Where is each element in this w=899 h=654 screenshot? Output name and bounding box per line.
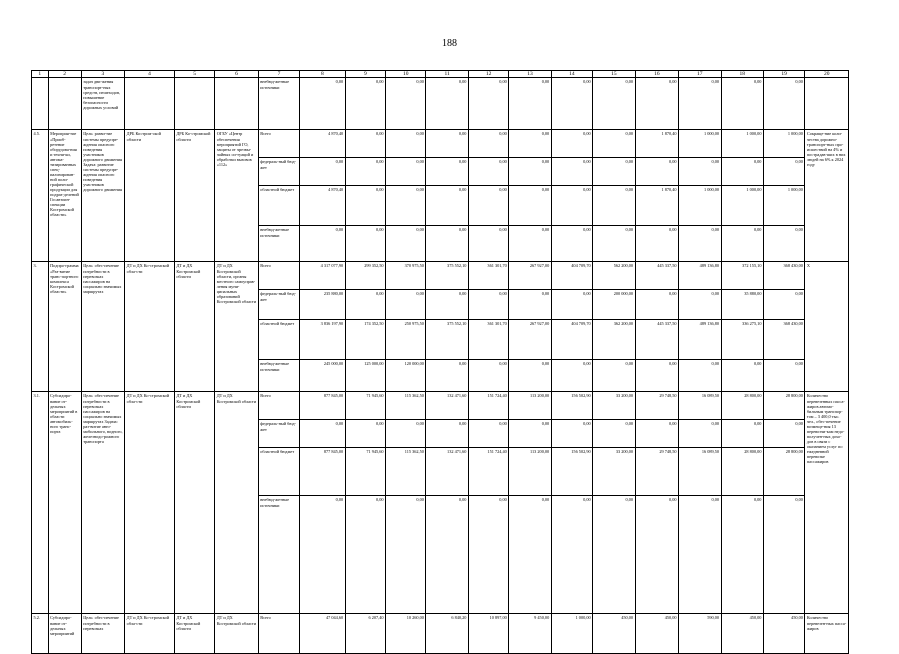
indicator-cell: Х <box>805 262 849 392</box>
amount-cell: 28 800,00 <box>763 392 804 420</box>
amount-cell: 361 301,70 <box>468 262 508 290</box>
table-row <box>32 78 849 130</box>
amount-cell: 6 207,40 <box>345 614 385 654</box>
amount-cell: 0,00 <box>386 420 426 448</box>
amount-cell: 0,00 <box>593 186 635 226</box>
item-name-cell: Мероприя-тие «Приоб-ретение оборудова-ния и техни-ки, автома-тизированных спец-иализирован-ной поли-графической продукции для подраз-делений Госавтоин-спекции Костромской области» <box>48 130 81 262</box>
item-number-cell: 3. <box>32 262 49 392</box>
item-number-cell: 5.2. <box>32 614 49 654</box>
amount-cell: 0,00 <box>386 186 426 226</box>
amount-cell: 156 502,90 <box>551 448 592 496</box>
participant-cell <box>215 78 258 130</box>
amount-cell: 445 337,50 <box>635 320 678 360</box>
amount-cell: 0,00 <box>679 290 721 320</box>
funding-source-cell: внебюд-жетные источники <box>258 78 299 130</box>
funding-source-cell: областной бюджет <box>258 186 299 226</box>
amount-cell: 28 800,00 <box>721 392 763 420</box>
column-number-cell: 17 <box>679 71 721 78</box>
amount-cell: 4 870,40 <box>300 130 346 158</box>
amount-cell: 71 945,60 <box>345 448 385 496</box>
amount-cell: 113 200,00 <box>509 392 551 420</box>
amount-cell: 450,00 <box>635 614 678 654</box>
column-number-cell: 8 <box>300 71 346 78</box>
amount-cell: 120 000,00 <box>386 360 426 392</box>
amount-cell: 0,00 <box>551 78 592 130</box>
coexecutor-cell: ДТ и ДХ Костромской области <box>174 392 214 614</box>
column-number-cell: 13 <box>509 71 551 78</box>
amount-cell: 0,00 <box>635 78 678 130</box>
funding-source-cell: областной бюджет <box>258 320 299 360</box>
amount-cell: 375 552,10 <box>426 262 468 290</box>
amount-cell: 0,00 <box>468 226 508 262</box>
column-number-cell: 3 <box>81 71 124 78</box>
amount-cell: 47 044,60 <box>300 614 346 654</box>
indicator-cell: Сокраще-ние коли-чества дорожно-транспорт-ных про-исшествий на 4% и пострадав-ших в них людей на 6% к 2024 году <box>805 130 849 262</box>
funding-source-cell: внебюд-жетные источники <box>258 496 299 614</box>
amount-cell: 0,00 <box>551 158 592 186</box>
column-number-cell: 15 <box>593 71 635 78</box>
goal-task-cell: Цель: обес-печение потребности в перевозках пассажиров на социально значимых маршрутах <box>81 262 124 392</box>
amount-cell: 0,00 <box>509 226 551 262</box>
amount-cell: 0,00 <box>426 290 468 320</box>
amount-cell: 450,00 <box>721 614 763 654</box>
amount-cell: 0,00 <box>679 496 721 614</box>
coexecutor-cell: ДРБ Ко-стромской области <box>174 130 214 262</box>
amount-cell: 1 000,00 <box>679 186 721 226</box>
amount-cell: 450,00 <box>763 614 804 654</box>
amount-cell: 115 362,50 <box>386 392 426 420</box>
amount-cell: 0,00 <box>300 496 346 614</box>
goal-task-cell: Цель: обес-печение потребности в перевозках <box>81 614 124 654</box>
column-number-cell: 5 <box>174 71 214 78</box>
amount-cell: 0,00 <box>300 420 346 448</box>
amount-cell: 16 089,50 <box>679 392 721 420</box>
column-number-cell: 4 <box>125 71 175 78</box>
amount-cell: 0,00 <box>426 420 468 448</box>
amount-cell: 0,00 <box>509 420 551 448</box>
amount-cell: 1 000,00 <box>551 614 592 654</box>
amount-cell: 590,00 <box>679 614 721 654</box>
amount-cell: 250 975,50 <box>386 320 426 360</box>
amount-cell: 235 880,00 <box>300 290 346 320</box>
amount-cell: 0,00 <box>468 360 508 392</box>
amount-cell: 0,00 <box>345 78 385 130</box>
participant-cell: ОГБУ «Центр обеспечения мероприятий ГО, защиты от чрезвы-чайных си-туаций и обработки вызовов «112» <box>215 130 258 262</box>
amount-cell: 0,00 <box>721 360 763 392</box>
amount-cell: 562 200,00 <box>593 262 635 290</box>
amount-cell: 4 317 077,90 <box>300 262 346 290</box>
amount-cell: 0,00 <box>551 290 592 320</box>
amount-cell: 0,00 <box>426 496 468 614</box>
amount-cell: 0,00 <box>593 226 635 262</box>
amount-cell: 0,00 <box>679 158 721 186</box>
amount-cell: 0,00 <box>468 290 508 320</box>
item-name-cell: Подпро-грамма «Раз-витие транс-портного комплекса Костромской области» <box>48 262 81 392</box>
item-number-cell: 4.5. <box>32 130 49 262</box>
amount-cell: 361 301,70 <box>468 320 508 360</box>
amount-cell: 0,00 <box>551 496 592 614</box>
goal-task-cell: Цель: обес-печение потребности в перевозках пассажиров на социально значимых маршрутах Задача: раз-витие авто-мобильного, водного, железнодо-рожного транспорта <box>81 392 124 614</box>
amount-cell: 0,00 <box>593 158 635 186</box>
amount-cell: 0,00 <box>509 186 551 226</box>
amount-cell: 0,00 <box>386 290 426 320</box>
amount-cell: 0,00 <box>468 496 508 614</box>
amount-cell: 200 000,00 <box>593 290 635 320</box>
amount-cell: 0,00 <box>593 130 635 158</box>
participant-cell: ДТ и ДХ Костромской области <box>215 392 258 614</box>
amount-cell: 368 430,00 <box>763 320 804 360</box>
amount-cell: 404 709,70 <box>551 320 592 360</box>
amount-cell: 132 471,60 <box>426 448 468 496</box>
amount-cell: 877 845,00 <box>300 392 346 420</box>
column-number-cell: 9 <box>345 71 385 78</box>
amount-cell: 0,00 <box>426 130 468 158</box>
amount-cell: 3 836 197,90 <box>300 320 346 360</box>
amount-cell: 0,00 <box>679 420 721 448</box>
amount-cell: 33 200,00 <box>593 448 635 496</box>
funding-source-cell: Всего <box>258 130 299 158</box>
amount-cell: 9 450,00 <box>509 614 551 654</box>
column-number-cell: 19 <box>763 71 804 78</box>
amount-cell: 0,00 <box>763 78 804 130</box>
amount-cell: 0,00 <box>721 420 763 448</box>
amount-cell: 0,00 <box>345 226 385 262</box>
item-name-cell: Субсидиро-вание от-дельных мероприятий в области автомобиль-ного транс-порта <box>48 392 81 614</box>
column-number-cell: 1 <box>32 71 49 78</box>
amount-cell: 0,00 <box>426 360 468 392</box>
amount-cell: 0,00 <box>426 78 468 130</box>
amount-cell: 16 089,50 <box>679 448 721 496</box>
amount-cell: 0,00 <box>763 420 804 448</box>
amount-cell: 0,00 <box>345 130 385 158</box>
amount-cell: 0,00 <box>551 360 592 392</box>
goal-task-cell: задач дви-жения транспорт-ных средств, пешеходов, повышение безопасности дорожных условий <box>81 78 124 130</box>
table-row <box>32 392 849 420</box>
coexecutor-cell: ДТ и ДХ Костромской области <box>174 614 214 654</box>
amount-cell: 10 260,00 <box>386 614 426 654</box>
amount-cell: 267 927,00 <box>509 262 551 290</box>
amount-cell: 1 870,40 <box>635 186 678 226</box>
amount-cell: 0,00 <box>509 78 551 130</box>
amount-cell: 0,00 <box>468 420 508 448</box>
amount-cell: 0,00 <box>551 226 592 262</box>
amount-cell: 0,00 <box>345 420 385 448</box>
amount-cell: 132 471,60 <box>426 392 468 420</box>
amount-cell: 0,00 <box>593 360 635 392</box>
indicator-cell <box>805 78 849 130</box>
amount-cell: 1 000,00 <box>763 186 804 226</box>
amount-cell: 299 352,50 <box>345 262 385 290</box>
amount-cell: 0,00 <box>635 226 678 262</box>
amount-cell: 6 840,20 <box>426 614 468 654</box>
responsible-executor-cell: ДТ и ДХ Ко-стромской обла-сти <box>125 262 175 392</box>
amount-cell: 0,00 <box>386 226 426 262</box>
amount-cell: 1 000,00 <box>679 130 721 158</box>
amount-cell: 1 870,40 <box>635 130 678 158</box>
participant-cell: ДТ и ДХ Костромской области <box>215 614 258 654</box>
indicator-cell: Количество перевезенных пасса-жиров автомо-бильным транспор-том – 3 400,0 тыс. чел., обес-печение возмеще-ния 13 перевозчи-кам недо-получен-ных дохо-дов в связи с оказанием услуг по ежедневной перевозке пассажиров <box>805 392 849 614</box>
amount-cell: 445 337,50 <box>635 262 678 290</box>
amount-cell: 0,00 <box>386 496 426 614</box>
amount-cell: 489 136,80 <box>679 262 721 290</box>
table-row <box>32 262 849 290</box>
amount-cell: 0,00 <box>551 186 592 226</box>
amount-cell: 33 200,00 <box>593 392 635 420</box>
program-funding-table <box>31 70 849 654</box>
funding-source-cell: внебюд-жетные источники <box>258 360 299 392</box>
amount-cell: 0,00 <box>509 158 551 186</box>
column-number-cell: 10 <box>386 71 426 78</box>
amount-cell: 0,00 <box>468 186 508 226</box>
item-name-cell: Субсидиро-вание от-дельных мероприятий <box>48 614 81 654</box>
amount-cell: 0,00 <box>300 158 346 186</box>
amount-cell: 29 748,50 <box>635 448 678 496</box>
amount-cell: 1 000,00 <box>763 130 804 158</box>
amount-cell: 28 800,00 <box>763 448 804 496</box>
amount-cell: 0,00 <box>721 158 763 186</box>
amount-cell: 0,00 <box>426 186 468 226</box>
funding-source-cell: Всего <box>258 614 299 654</box>
funding-source-cell: Всего <box>258 392 299 420</box>
amount-cell: 0,00 <box>593 496 635 614</box>
column-number-cell: 16 <box>635 71 678 78</box>
amount-cell: 1 000,00 <box>721 130 763 158</box>
amount-cell: 0,00 <box>468 130 508 158</box>
amount-cell: 370 975,50 <box>386 262 426 290</box>
column-number-row <box>32 71 849 78</box>
amount-cell: 174 352,50 <box>345 320 385 360</box>
amount-cell: 0,00 <box>551 130 592 158</box>
item-number-cell: 3.1. <box>32 392 49 614</box>
amount-cell: 28 800,00 <box>721 448 763 496</box>
amount-cell: 0,00 <box>763 496 804 614</box>
participant-cell: ДТ и ДХ Костромской области, органы местного самоуправ-ления муни-ципальных образований Костромской области <box>215 262 258 392</box>
amount-cell: 0,00 <box>386 158 426 186</box>
column-number-cell: 14 <box>551 71 592 78</box>
amount-cell: 0,00 <box>679 78 721 130</box>
amount-cell: 0,00 <box>721 78 763 130</box>
amount-cell: 0,00 <box>763 290 804 320</box>
amount-cell: 0,00 <box>386 78 426 130</box>
amount-cell: 362 200,00 <box>593 320 635 360</box>
amount-cell: 113 200,00 <box>509 448 551 496</box>
funding-source-cell: внебюд-жетные источники <box>258 226 299 262</box>
amount-cell: 0,00 <box>426 226 468 262</box>
amount-cell: 0,00 <box>509 290 551 320</box>
funding-source-cell: федераль-ный бюд-жет <box>258 290 299 320</box>
amount-cell: 372 155,10 <box>721 262 763 290</box>
goal-task-cell: Цель: разви-тие системы предупре-ждения опасного поведения участников дорожного движения Задача: развитие системы предупре-ждения опасного поведения участников дорожного движения <box>81 130 124 262</box>
column-number-cell: 20 <box>805 71 849 78</box>
item-name-cell <box>48 78 81 130</box>
amount-cell: 4 870,40 <box>300 186 346 226</box>
amount-cell: 267 927,00 <box>509 320 551 360</box>
page-number: 188 <box>442 38 457 49</box>
funding-source-cell: федераль-ный бюд-жет <box>258 420 299 448</box>
amount-cell: 0,00 <box>763 226 804 262</box>
amount-cell: 0,00 <box>763 360 804 392</box>
amount-cell: 1 000,00 <box>721 186 763 226</box>
amount-cell: 0,00 <box>763 158 804 186</box>
responsible-executor-cell: ДТ и ДХ Ко-стромской обла-сти <box>125 392 175 614</box>
amount-cell: 0,00 <box>345 158 385 186</box>
funding-source-cell: федераль-ный бюд-жет <box>258 158 299 186</box>
amount-cell: 0,00 <box>509 360 551 392</box>
amount-cell: 0,00 <box>300 226 346 262</box>
amount-cell: 115 362,50 <box>386 448 426 496</box>
amount-cell: 0,00 <box>721 496 763 614</box>
amount-cell: 450,00 <box>593 614 635 654</box>
amount-cell: 0,00 <box>509 130 551 158</box>
amount-cell: 0,00 <box>593 78 635 130</box>
amount-cell: 35 880,00 <box>721 290 763 320</box>
table-row <box>32 614 849 654</box>
amount-cell: 0,00 <box>551 420 592 448</box>
amount-cell: 0,00 <box>509 496 551 614</box>
column-number-cell: 18 <box>721 71 763 78</box>
column-number-cell: 6 <box>215 71 258 78</box>
amount-cell: 0,00 <box>345 186 385 226</box>
amount-cell: 0,00 <box>386 130 426 158</box>
funding-source-cell: областной бюджет <box>258 448 299 496</box>
column-number-cell: 12 <box>468 71 508 78</box>
amount-cell: 0,00 <box>593 420 635 448</box>
amount-cell: 71 945,60 <box>345 392 385 420</box>
indicator-cell: Количество перевезен-ных пасса-жиров <box>805 614 849 654</box>
amount-cell: 0,00 <box>679 226 721 262</box>
amount-cell: 0,00 <box>679 360 721 392</box>
amount-cell: 245 000,00 <box>300 360 346 392</box>
amount-cell: 0,00 <box>635 158 678 186</box>
responsible-executor-cell: ДТ и ДХ Ко-стромской обла-сти <box>125 614 175 654</box>
amount-cell: 0,00 <box>345 496 385 614</box>
amount-cell: 375 552,10 <box>426 320 468 360</box>
amount-cell: 0,00 <box>635 290 678 320</box>
amount-cell: 0,00 <box>635 496 678 614</box>
amount-cell: 0,00 <box>345 290 385 320</box>
responsible-executor-cell: ДРБ Костром-ской области <box>125 130 175 262</box>
item-number-cell <box>32 78 49 130</box>
amount-cell: 10 897,00 <box>468 614 508 654</box>
amount-cell: 877 845,00 <box>300 448 346 496</box>
column-number-cell: 7 <box>258 71 299 78</box>
amount-cell: 151 724,40 <box>468 448 508 496</box>
amount-cell: 0,00 <box>635 420 678 448</box>
amount-cell: 489 136,80 <box>679 320 721 360</box>
amount-cell: 0,00 <box>300 78 346 130</box>
funding-source-cell: Всего <box>258 262 299 290</box>
amount-cell: 0,00 <box>426 158 468 186</box>
amount-cell: 0,00 <box>721 226 763 262</box>
amount-cell: 404 709,70 <box>551 262 592 290</box>
amount-cell: 0,00 <box>635 360 678 392</box>
amount-cell: 336 275,10 <box>721 320 763 360</box>
table-row <box>32 130 849 158</box>
coexecutor-cell: ДТ и ДХ Костромской области <box>174 262 214 392</box>
amount-cell: 156 502,90 <box>551 392 592 420</box>
responsible-executor-cell <box>125 78 175 130</box>
amount-cell: 368 430,00 <box>763 262 804 290</box>
coexecutor-cell <box>174 78 214 130</box>
amount-cell: 125 000,00 <box>345 360 385 392</box>
amount-cell: 151 724,40 <box>468 392 508 420</box>
column-number-cell: 11 <box>426 71 468 78</box>
amount-cell: 0,00 <box>468 158 508 186</box>
column-number-cell: 2 <box>48 71 81 78</box>
amount-cell: 0,00 <box>468 78 508 130</box>
amount-cell: 29 748,50 <box>635 392 678 420</box>
